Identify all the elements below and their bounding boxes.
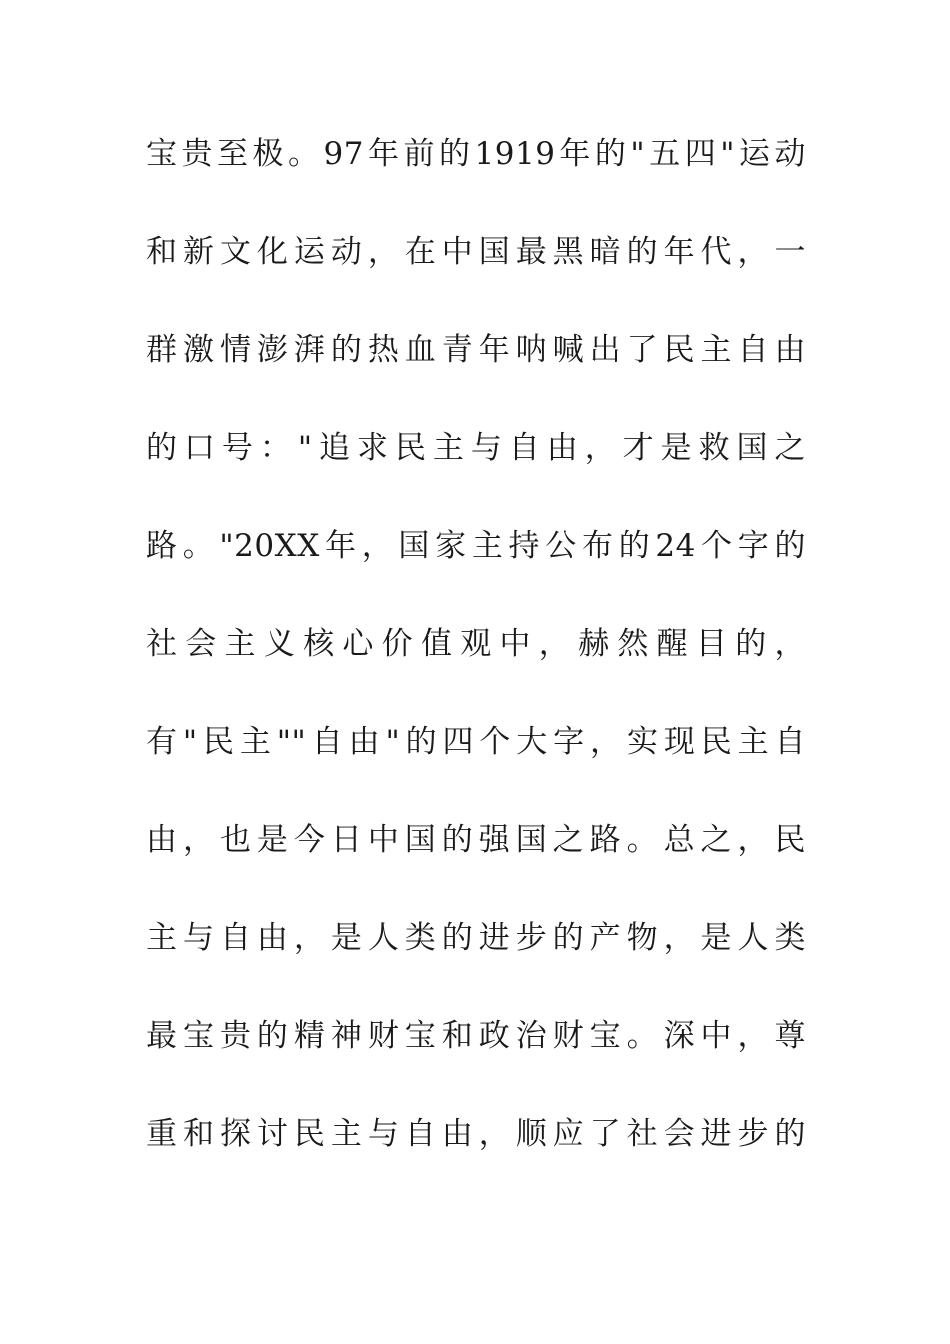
text-line-10: 最宝贵的精神财宝和政治财宝。深中，尊	[146, 1018, 806, 1054]
text-line-4: 的口号："追求民主与自由，才是救国之	[146, 430, 806, 466]
text-line-8: 由，也是今日中国的强国之路。总之，民	[146, 822, 806, 858]
text-line-9: 主与自由，是人类的进步的产物，是人类	[146, 920, 806, 956]
text-line-2: 和新文化运动，在中国最黑暗的年代，一	[146, 234, 806, 270]
text-line-11: 重和探讨民主与自由，顺应了社会进步的	[146, 1116, 806, 1152]
body-text	[146, 124, 806, 1202]
text-line-3: 群激情澎湃的热血青年呐喊出了民主自由	[146, 332, 806, 368]
text-line-6: 社会主义核心价值观中，赫然醒目的，	[146, 626, 806, 662]
text-line-7: 有"民主""自由"的四个大字，实现民主自	[146, 724, 806, 760]
text-line-1: 宝贵至极。97年前的1919年的"五四"运动	[146, 136, 806, 172]
text-line-5: 路。"20XX年，国家主持公布的24个字的	[146, 528, 806, 564]
